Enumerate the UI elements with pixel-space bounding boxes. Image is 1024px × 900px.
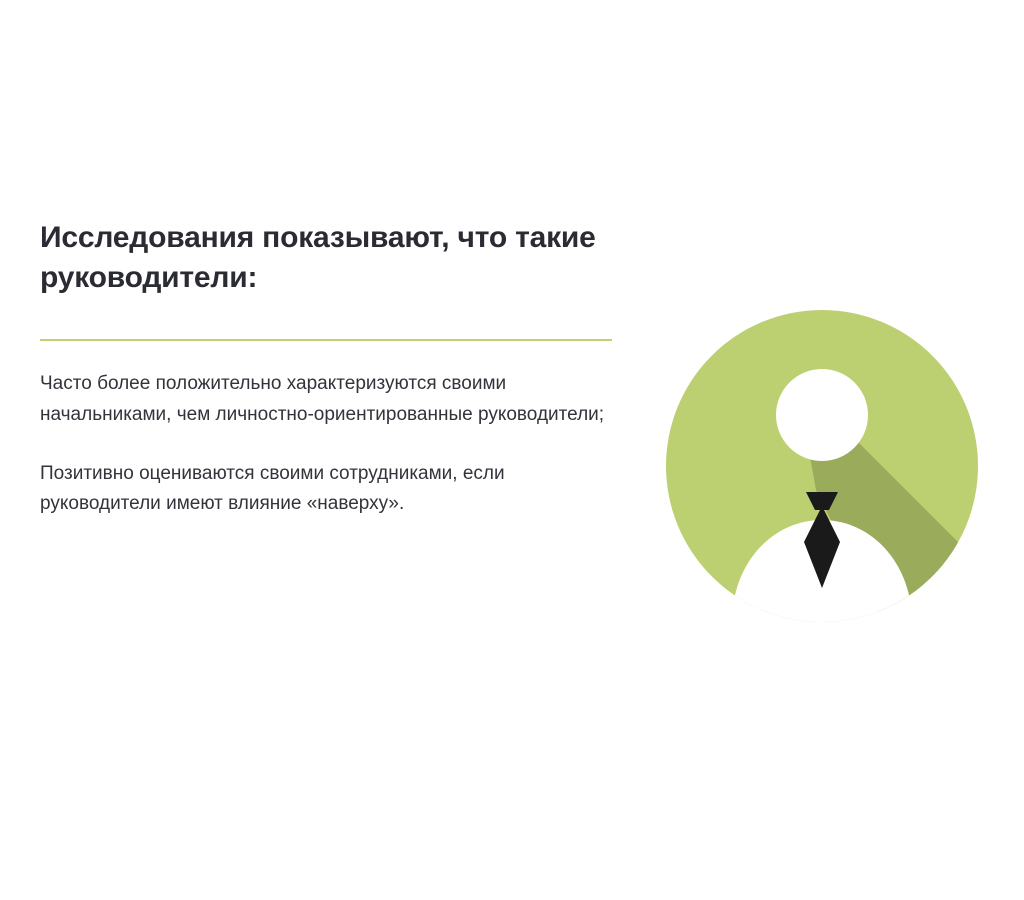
body-text-block: [40, 369, 620, 520]
title-divider: [40, 339, 612, 341]
page-title: Исследования показывают, что такие руководители:: [40, 221, 596, 294]
body-paragraph-2: Позитивно оцениваются своими сотрудниками, если руководители имеют влияние «наверху».: [40, 462, 505, 515]
body-paragraph-1: Часто более положительно характеризуются своими начальниками, чем личностно-ориентированные руководители;: [40, 373, 605, 425]
slide-text-column: [40, 218, 620, 520]
manager-avatar-illustration: [666, 310, 978, 622]
manager-avatar-icon: [666, 310, 978, 622]
